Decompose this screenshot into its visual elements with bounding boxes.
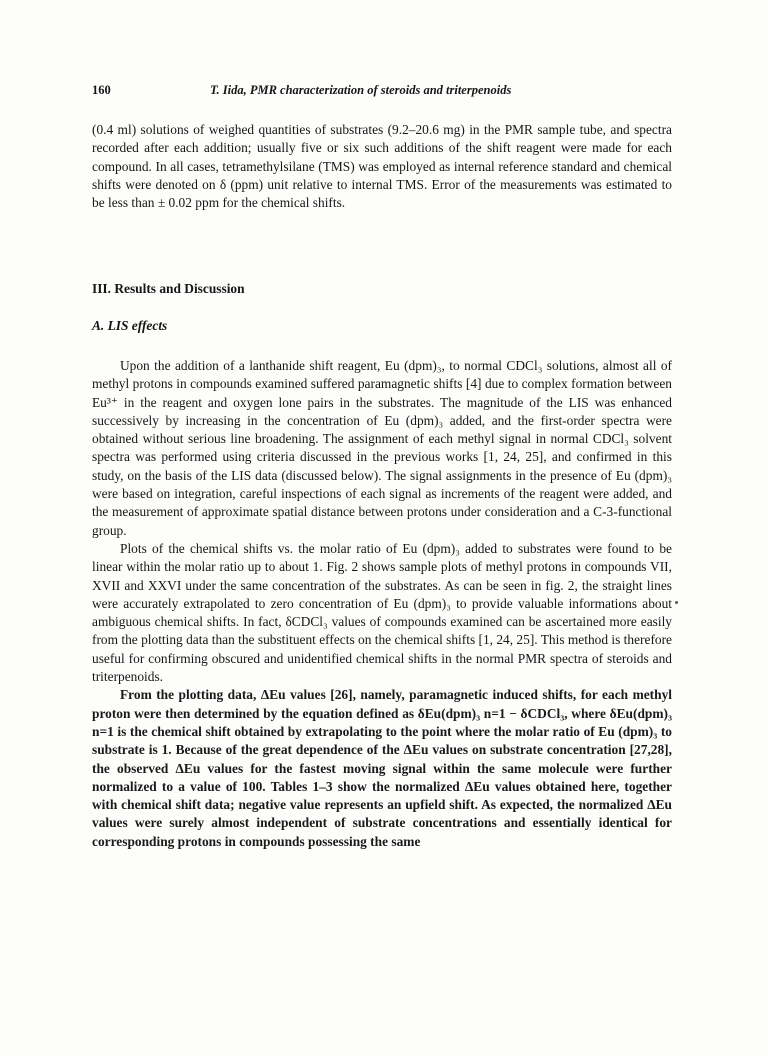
paragraph-plots: Plots of the chemical shifts vs. the molar ratio of Eu (dpm)₃ added to substrates were found to be linear within the molar ratio up to about 1. Fig. 2 shows sample plots of methyl protons in compounds VII, XVII and XXVI under the same concentration of the substrates. As can be seen in fig. 2, the straight lines were accurately extrapolated to zero concentration of Eu (dpm)₃ to provide valuable informations about ambiguous chemical shifts. In fact, δCDCl₃ values of compounds examined can be ascertained more easily from the plotting data than the substituent effects on the chemical shifts [1, 24, 25]. This method is therefore useful for confirming obscured and unidentified chemical shifts in the normal PMR spectra of steroids and triterpenoids. (92, 540, 673, 685)
paragraph-delta-eu: From the plotting data, ΔEu values [26], namely, paramagnetic induced shifts, for each methyl proton were then determined by the equation defined as δEu(dpm)₃ n=1 − δCDCl₃, where δEu(dpm)₃ n=1 is the chemical shift obtained by extrapolating to the point where the molar ratio of Eu (dpm)₃ to substrate is 1. Because of the great dependence of the ΔEu values on substrate concentration [27,28], the observed ΔEu values for the fastest moving signal within the same molecule were further normalized to a value of 100. Tables 1–3 show the normalized ΔEu values obtained here, together with chemical shift data; negative value represents an upfield shift. As expected, the normalized ΔEu values were surely almost independent of substrate concentrations and essentially identical for corresponding protons in compounds possessing the same (92, 687, 672, 849)
section-heading: III. Results and Discussion (92, 281, 245, 296)
running-head (92, 83, 672, 101)
intro-paragraph: (0.4 ml) solutions of weighed quantities of substrates (9.2–20.6 mg) in the PMR sample tube, and spectra recorded after each addition; usually five or six such additions of the shift reagent were made for each compound. In all cases, tetramethylsilane (TMS) was employed as internal reference standard and chemical shifts were denoted on δ (ppm) unit relative to internal TMS. Error of the measurements was estimated to be less than ± 0.02 ppm for the chemical shifts. (92, 122, 672, 211)
scan-speck (675, 601, 678, 604)
intro-paragraph-block (92, 121, 672, 212)
running-title: T. Iida, PMR characterization of steroids and triterpenoids (210, 83, 512, 97)
page-number: 160 (92, 83, 111, 97)
subsection-heading: A. LIS effects (92, 318, 168, 333)
paragraph-lis-addition: Upon the addition of a lanthanide shift reagent, Eu (dpm)₃, to normal CDCl₃ solutions, almost all of methyl protons in compounds examined suffered paramagnetic shifts [4] due to complex formation between Eu³⁺ in the reagent and oxygen lone pairs in the substrates. The magnitude of the LIS was enhanced successively by increasing in the concentration of Eu (dpm)₃ added, and the first-order spectra were obtained without serious line broadening. The assignment of each methyl signal in normal CDCl₃ solvent spectra was performed using criteria discussed in the previous works [1, 24, 25], and confirmed in this study, on the basis of the LIS data (discussed below). The signal assignments in the presence of Eu (dpm)₃ were based on integration, careful inspections of each signal as increments of the reagent were added, and the measurement of approximate spatial distance between protons under consideration and a C-3-functional group. (92, 358, 672, 538)
body-text (92, 357, 672, 851)
